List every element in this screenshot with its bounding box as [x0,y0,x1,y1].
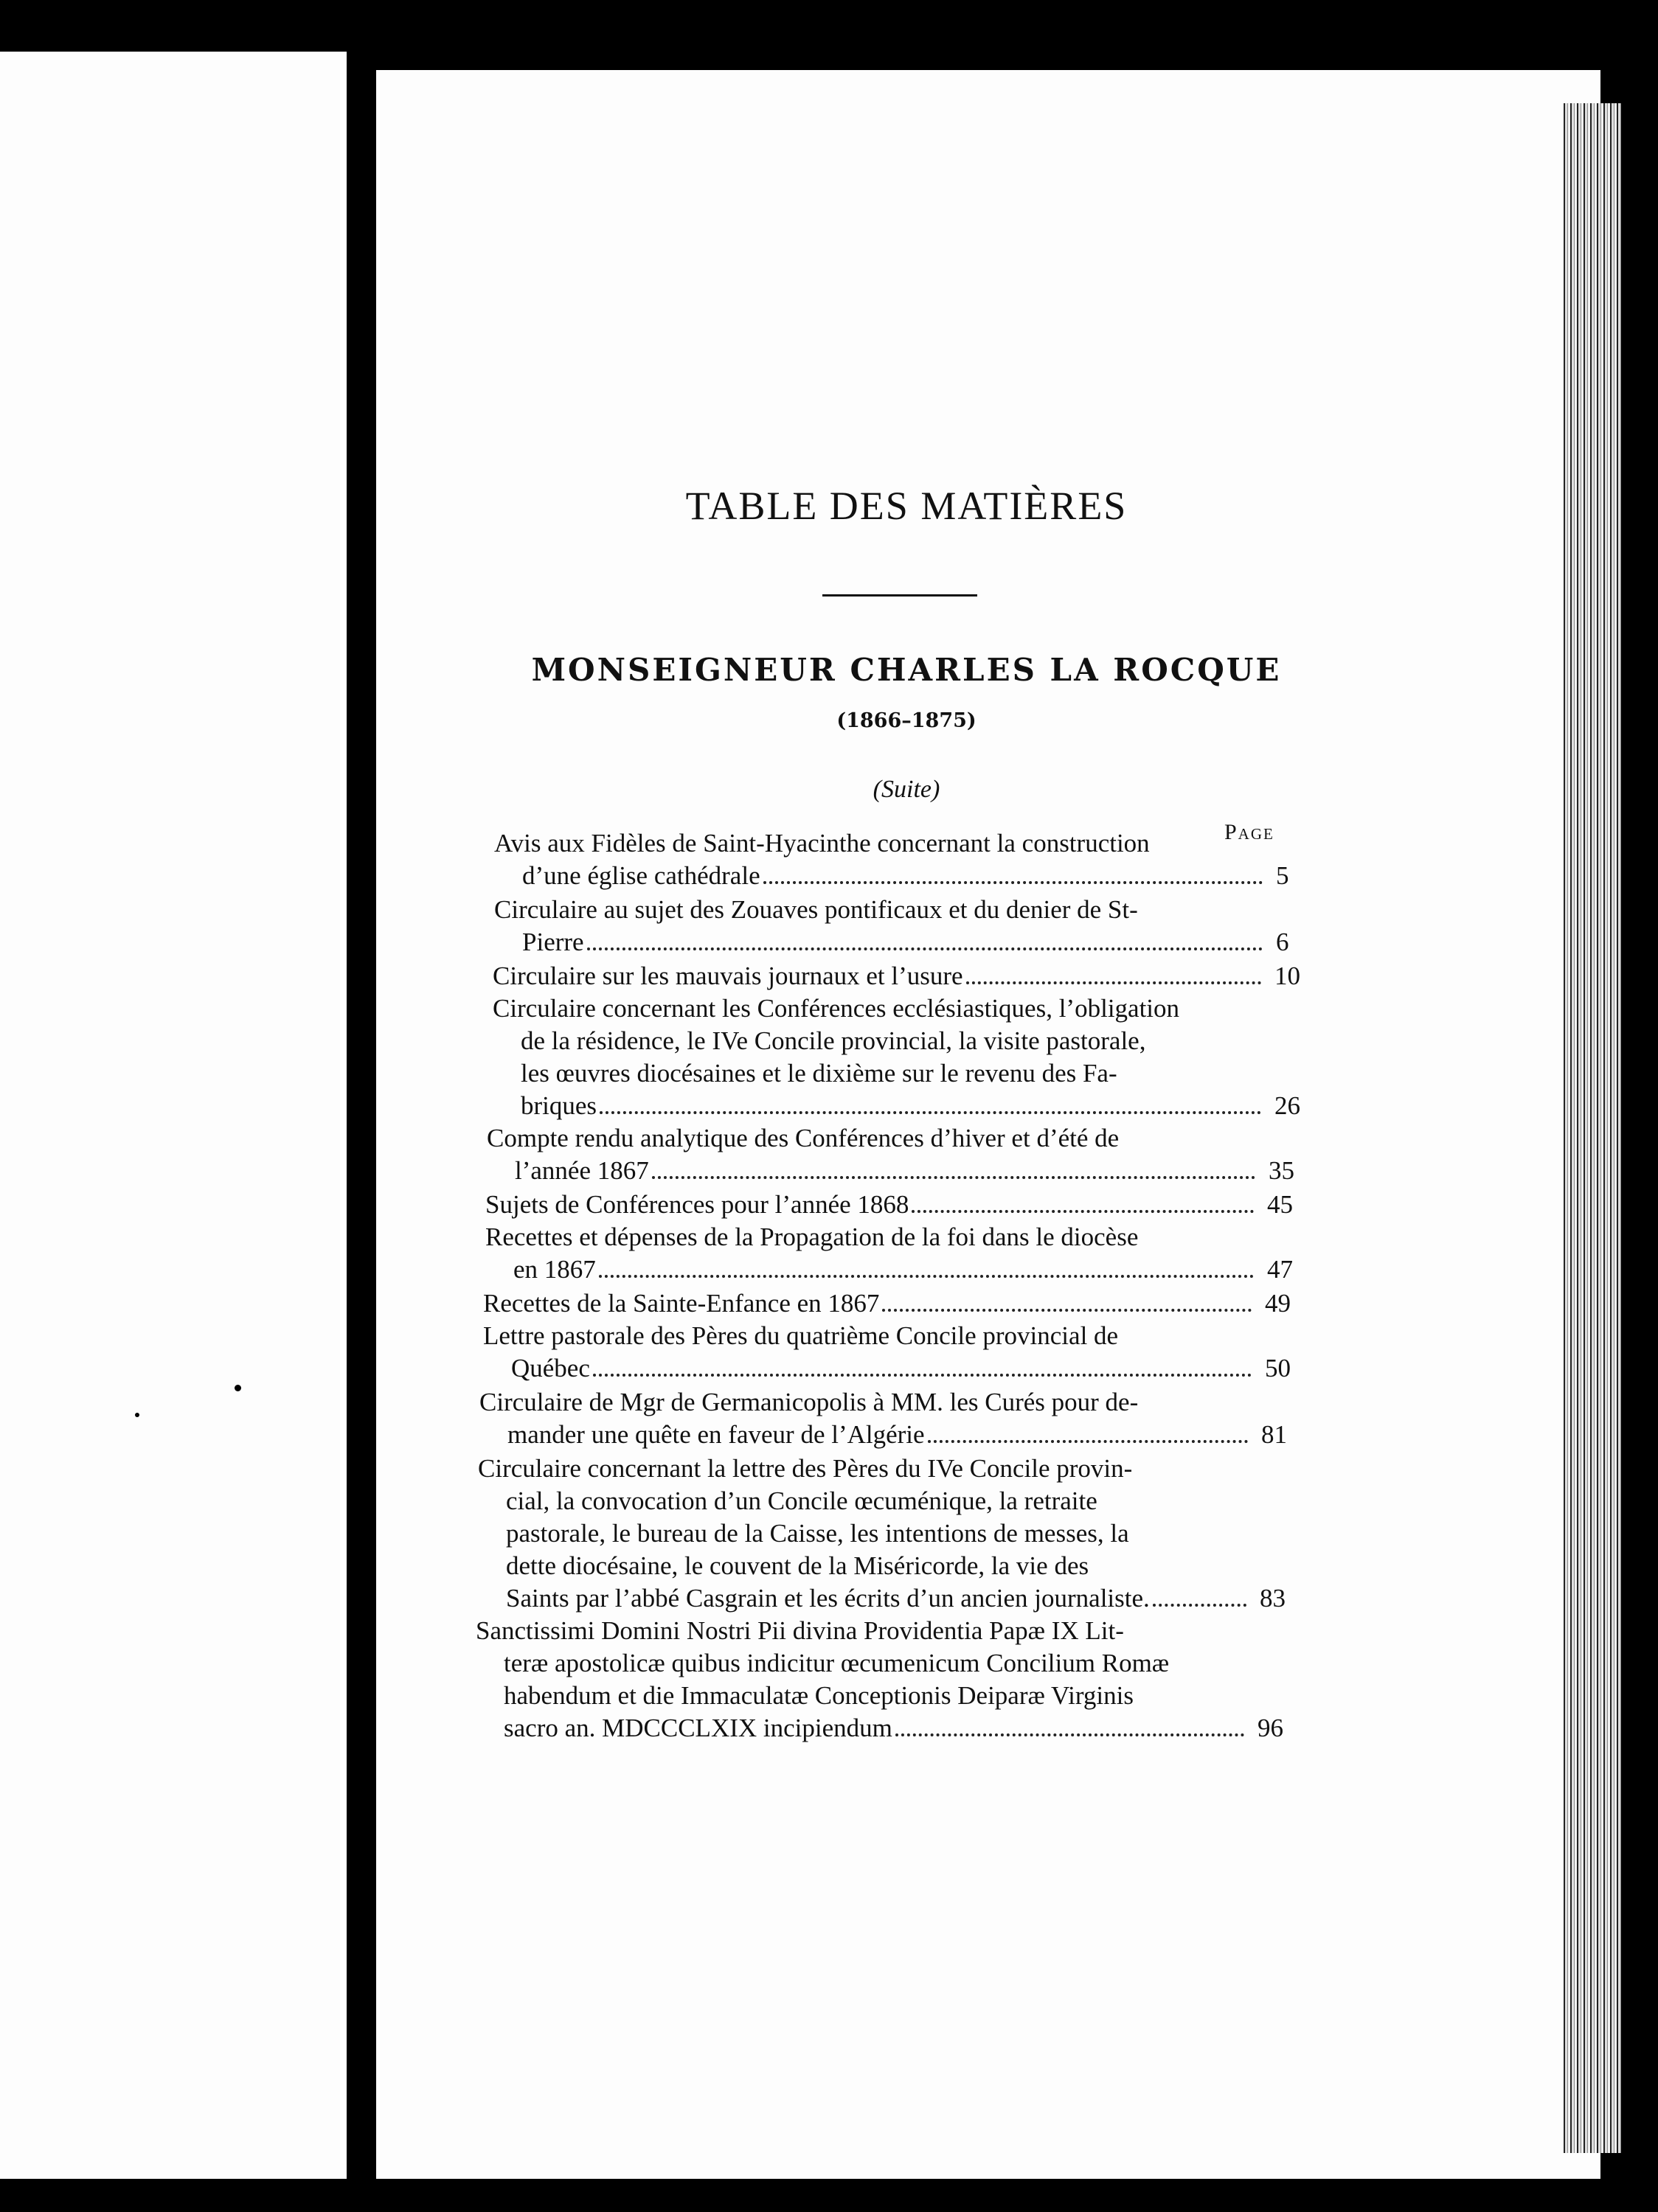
date-range: (1866–1875) [836,709,977,732]
toc-entry-last-line [493,1090,1267,1122]
toc-entry-line: Recettes et dépenses de la Propagation de la foi dans le diocèse [485,1222,1139,1251]
dot-leader [763,880,1263,884]
continuation-note [443,776,1370,804]
toc-entry-line: Circulaire de Mgr de Germanicopolis à MM. les Curés pour de- [479,1388,1139,1416]
toc-entry-last-line [494,926,1269,959]
page-title: TABLE DES MATIÈRES [685,484,1128,528]
dot-leader [912,1209,1254,1213]
toc-page-number: 47 [1267,1255,1293,1284]
dot-leader [600,1110,1261,1114]
dot-leader [1153,1603,1246,1607]
toc-entry-line: cial, la convocation d’un Concile œcuménique, la retraite [506,1486,1097,1515]
dot-leader [652,1175,1255,1179]
toc-entry-last-line [487,1155,1261,1187]
dot-leader [593,1373,1252,1377]
toc-page-number: 35 [1269,1156,1294,1185]
dot-leader [966,981,1261,984]
toc-entry-line: Circulaire concernant les Conférences ecclésiastiques, l’obligation [493,994,1180,1023]
toc-entry-text: Saints par l’abbé Casgrain et les écrits d’un ancien journaliste. [506,1584,1150,1613]
toc-entry-line: Circulaire concernant la lettre des Pères du IVe Concile provin- [478,1454,1133,1483]
toc-entry [493,960,1300,992]
toc-entry-text: sacro an. MDCCCLXIX incipiendum [504,1714,892,1742]
toc-page-number: 6 [1276,928,1289,956]
toc-entry-line: pastorale, le bureau de la Caisse, les intentions de messes, la [506,1519,1129,1548]
toc-entry-line: teræ apostolicæ quibus indicitur œcumenicum Concilium Romæ [504,1649,1170,1677]
continuation-text: (Suite) [873,776,940,803]
toc-entry [485,1221,1293,1286]
paper-speck [135,1413,139,1417]
toc-entry-last-line [483,1287,1258,1320]
toc-entry-text: Québec [511,1354,590,1382]
toc-entry-text: Recettes de la Sainte-Enfance en 1867 [483,1289,880,1318]
toc-entry-last-line [485,1189,1260,1221]
section-heading: MONSEIGNEUR CHARLES LA ROCQUE [531,652,1282,688]
toc-entry [483,1320,1291,1385]
toc-page-number: 49 [1265,1289,1291,1318]
toc-entry [476,1615,1283,1745]
dot-leader [928,1439,1248,1443]
toc-entry-line: dette diocésaine, le couvent de la Miséricorde, la vie des [506,1551,1089,1580]
toc-entry [485,1189,1293,1221]
toc-page-number: 45 [1267,1190,1293,1219]
toc-entry-line: Circulaire au sujet des Zouaves pontificaux et du denier de St- [494,895,1138,924]
toc-entry-text: l’année 1867 [515,1156,649,1185]
toc-page-number: 83 [1260,1584,1286,1613]
dot-leader [895,1733,1244,1736]
toc-entry-last-line [493,960,1267,992]
toc-entry-line: Sanctissimi Domini Nostri Pii divina Providentia Papæ IX Lit- [476,1616,1124,1645]
toc-entry [493,992,1300,1122]
dot-leader [599,1274,1254,1278]
toc-entry-last-line [494,860,1269,892]
dot-leader [882,1308,1252,1312]
toc-entry-text: mander une quête en faveur de l’Algérie [507,1420,925,1449]
toc-entry-line: Avis aux Fidèles de Saint-Hyacinthe concernant la construction [494,829,1150,858]
dot-leader [587,947,1263,950]
toc-page-number: 81 [1261,1420,1287,1449]
toc-entry [483,1287,1291,1320]
left-blank-page [0,52,347,2179]
toc-entry-last-line [479,1419,1254,1451]
page-edges [1564,103,1621,2153]
toc-entry-text: d’une église cathédrale [522,861,760,890]
toc-entry-line: Lettre pastorale des Pères du quatrième Concile provincial de [483,1321,1119,1350]
toc-entry [478,1453,1286,1615]
toc-entry-last-line [485,1253,1260,1286]
toc-entry-text: Sujets de Conférences pour l’année 1868 [485,1190,909,1219]
toc-page-number: 96 [1258,1714,1283,1742]
toc-entry-line: de la résidence, le IVe Concile provincial, la visite pastorale, [521,1026,1146,1055]
toc-page-number: 26 [1274,1091,1300,1120]
toc-entry-text: Pierre [522,928,584,956]
toc-entry-line: Compte rendu analytique des Conférences d’hiver et d’été de [487,1124,1120,1152]
toc-entry-last-line [476,1712,1250,1745]
toc-page-number: 50 [1265,1354,1291,1382]
toc-page-number: 5 [1276,861,1289,890]
paper-speck [235,1385,241,1391]
page-column-label: Page [1224,820,1274,844]
book-gutter [347,52,376,2179]
toc-entry-last-line [478,1582,1252,1615]
toc-entry [494,827,1289,892]
toc-entry-text: en 1867 [513,1255,596,1284]
toc-entry-text: Circulaire sur les mauvais journaux et l’usure [493,961,963,990]
toc-entry-last-line [483,1352,1258,1385]
title-rule [822,594,977,597]
toc-entry-line: habendum et die Immaculatæ Conceptionis Deiparæ Virginis [504,1681,1134,1710]
toc-entry [494,894,1289,959]
toc-entry [487,1122,1294,1187]
toc-entry-line: les œuvres diocésaines et le dixième sur le revenu des Fa- [521,1059,1117,1088]
toc-entry [479,1386,1287,1451]
toc-page-number: 10 [1274,961,1300,990]
toc-entry-text: briques [521,1091,597,1120]
